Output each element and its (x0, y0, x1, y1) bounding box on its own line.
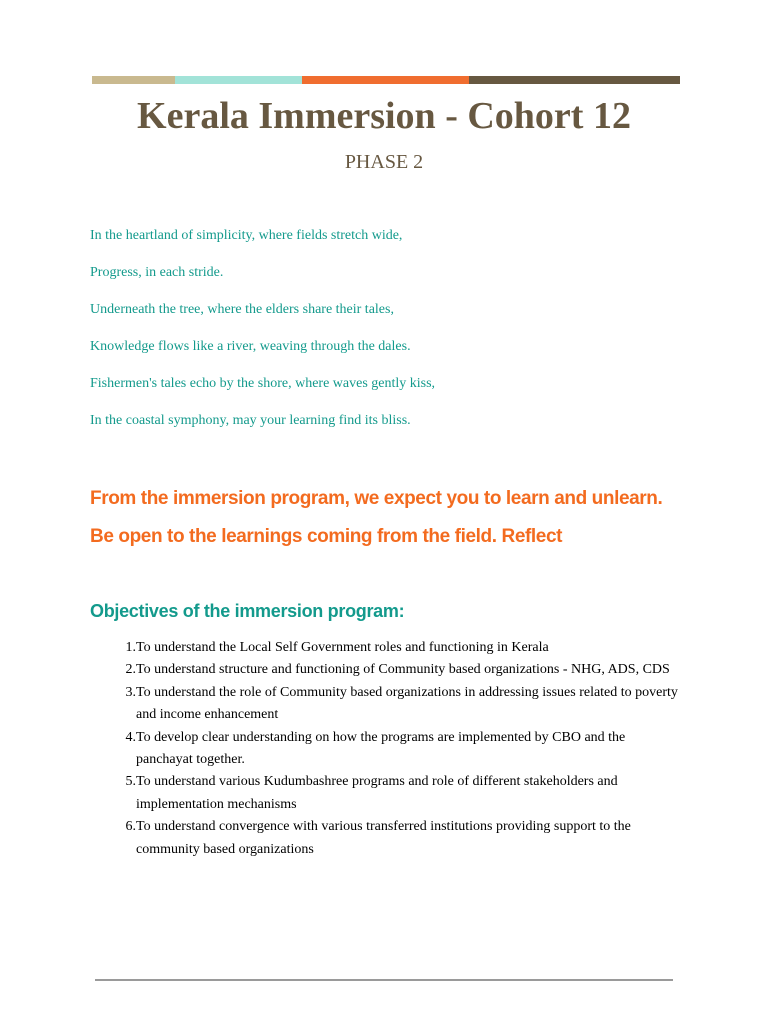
poem-line: Progress, in each stride. (90, 265, 224, 280)
expectation-statement: From the immersion program, we expect you to learn and unlearn. Be open to the learnings coming from the field. Reflect (90, 488, 663, 547)
objective-number-cell (90, 771, 136, 816)
objective-text: To understand the Local Self Government roles and functioning in Kerala (136, 640, 549, 655)
poem-line: Knowledge flows like a river, weaving through the dales. (90, 339, 411, 354)
objective-number-cell (90, 659, 136, 681)
objective-number-cell (90, 816, 136, 861)
poem-line: Underneath the tree, where the elders share their tales, (90, 302, 394, 317)
objective-item (90, 816, 682, 861)
objective-item (90, 727, 682, 772)
poem-line: In the coastal symphony, may your learning find its bliss. (90, 413, 411, 428)
objective-text: To understand the role of Community based organizations in addressing issues related to poverty and income enhancement (136, 684, 678, 723)
objective-text: To understand structure and functioning of Community based organizations - NHG, ADS, CDS (136, 662, 670, 678)
objective-number: 2. (125, 662, 136, 678)
color-bar-segment-brown (469, 76, 680, 84)
color-bar-segment-aqua (175, 76, 302, 84)
poem-line: In the heartland of simplicity, where fields stretch wide, (90, 228, 403, 243)
footer-divider (95, 979, 673, 981)
objective-number: 5. (125, 774, 136, 790)
objective-text: To understand various Kudumbashree programs and role of different stakeholders and implementation mechanisms (136, 774, 618, 812)
poem-line: Fishermen's tales echo by the shore, where waves gently kiss, (90, 376, 436, 391)
page-subtitle: PHASE 2 (344, 151, 424, 173)
objective-number: 6. (125, 819, 136, 835)
objective-number: 1. (125, 640, 136, 655)
poem (90, 226, 690, 448)
objective-number: 3. (125, 684, 136, 700)
objectives-heading: Objectives of the immersion program: (90, 601, 405, 621)
color-bar-segment-orange (302, 76, 469, 84)
objective-number-cell (90, 727, 136, 772)
objective-item (90, 659, 682, 681)
objective-number-cell (90, 637, 136, 659)
objective-number-cell (90, 682, 136, 727)
objective-number: 4. (125, 729, 136, 745)
objectives-list (90, 637, 682, 861)
objective-text: To develop clear understanding on how the programs are implemented by CBO and the panchayat together. (136, 729, 626, 768)
objective-text: To understand convergence with various transferred institutions providing support to the community based organizations (136, 819, 631, 857)
objective-item (90, 771, 682, 816)
objective-item (90, 637, 682, 659)
color-bar-segment-tan (92, 76, 175, 84)
decorative-color-bar (92, 76, 680, 84)
page-title: Kerala Immersion - Cohort 12 (137, 95, 631, 137)
objective-item (90, 682, 682, 727)
